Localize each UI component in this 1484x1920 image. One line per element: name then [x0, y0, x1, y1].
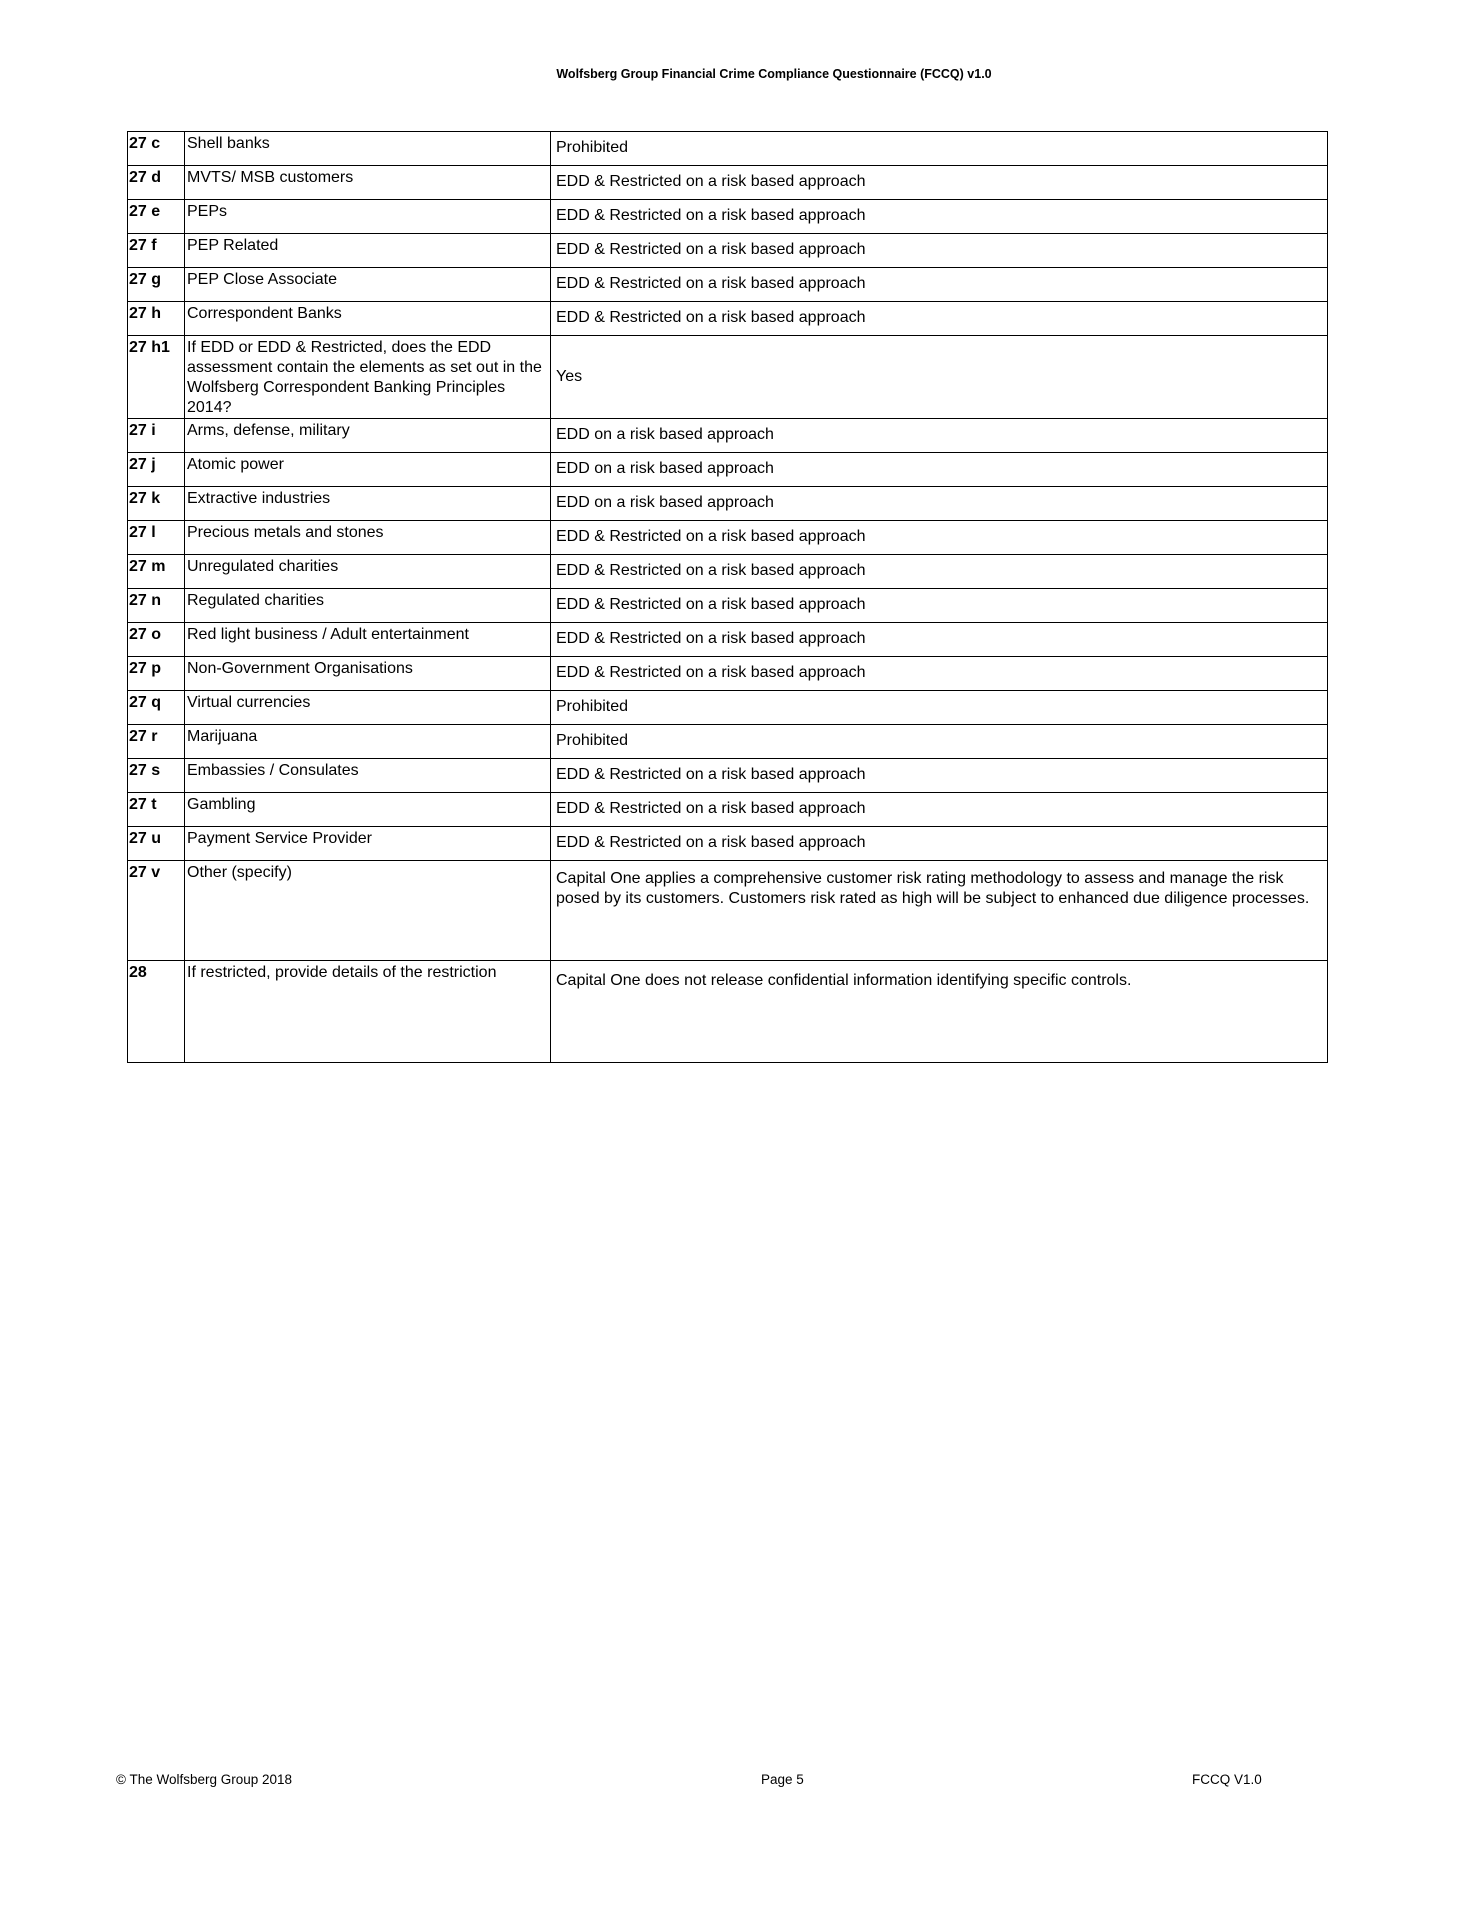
- question-number: 27 f: [128, 234, 185, 268]
- question-number: 27 l: [128, 521, 185, 555]
- table-row: [128, 793, 1328, 827]
- question-text: PEP Close Associate: [185, 268, 551, 302]
- question-text: Embassies / Consulates: [185, 759, 551, 793]
- question-text: Gambling: [185, 793, 551, 827]
- question-text: If EDD or EDD & Restricted, does the EDD assessment contain the elements as set out in the Wolfsberg Correspondent Banking Principles 2014?: [185, 336, 551, 419]
- answer-text: EDD & Restricted on a risk based approach: [551, 759, 1328, 793]
- question-text: MVTS/ MSB customers: [185, 166, 551, 200]
- table-row: [128, 725, 1328, 759]
- table-row: [128, 166, 1328, 200]
- question-text: Marijuana: [185, 725, 551, 759]
- answer-text: EDD & Restricted on a risk based approach: [551, 521, 1328, 555]
- question-number: 27 j: [128, 453, 185, 487]
- table-row: [128, 861, 1328, 961]
- table-row: [128, 623, 1328, 657]
- question-number: 28: [128, 961, 185, 1063]
- question-text: Unregulated charities: [185, 555, 551, 589]
- question-number: 27 g: [128, 268, 185, 302]
- questionnaire-table: [127, 131, 1328, 1063]
- question-number: 27 t: [128, 793, 185, 827]
- answer-text: EDD & Restricted on a risk based approach: [551, 827, 1328, 861]
- table-row: [128, 302, 1328, 336]
- table-row: [128, 487, 1328, 521]
- answer-text: EDD & Restricted on a risk based approach: [551, 268, 1328, 302]
- question-number: 27 v: [128, 861, 185, 961]
- answer-text: Capital One applies a comprehensive customer risk rating methodology to assess and manage the risk posed by its customers. Customers risk rated as high will be subject to enhanced due diligence processes.: [551, 861, 1328, 961]
- question-number: 27 h: [128, 302, 185, 336]
- question-text: Correspondent Banks: [185, 302, 551, 336]
- question-text: Regulated charities: [185, 589, 551, 623]
- question-text: Red light business / Adult entertainment: [185, 623, 551, 657]
- answer-text: EDD on a risk based approach: [551, 487, 1328, 521]
- answer-text: EDD on a risk based approach: [551, 453, 1328, 487]
- table-row: [128, 419, 1328, 453]
- answer-text: Yes: [551, 336, 1328, 419]
- answer-text: EDD & Restricted on a risk based approach: [551, 234, 1328, 268]
- question-number: 27 d: [128, 166, 185, 200]
- question-text: Other (specify): [185, 861, 551, 961]
- table-row: [128, 453, 1328, 487]
- question-number: 27 n: [128, 589, 185, 623]
- table-row: [128, 961, 1328, 1063]
- answer-text: Prohibited: [551, 691, 1328, 725]
- question-number: 27 p: [128, 657, 185, 691]
- table-row: [128, 521, 1328, 555]
- answer-text: EDD & Restricted on a risk based approach: [551, 793, 1328, 827]
- table-row: [128, 691, 1328, 725]
- question-text: PEP Related: [185, 234, 551, 268]
- footer-version: FCCQ V1.0: [1192, 1772, 1262, 1787]
- question-number: 27 c: [128, 132, 185, 166]
- question-text: Arms, defense, military: [185, 419, 551, 453]
- question-text: Payment Service Provider: [185, 827, 551, 861]
- question-text: Precious metals and stones: [185, 521, 551, 555]
- question-number: 27 m: [128, 555, 185, 589]
- question-text: Extractive industries: [185, 487, 551, 521]
- question-number: 27 s: [128, 759, 185, 793]
- table-row: [128, 657, 1328, 691]
- question-number: 27 u: [128, 827, 185, 861]
- question-text: If restricted, provide details of the restriction: [185, 961, 551, 1063]
- table-row: [128, 759, 1328, 793]
- question-number: 27 o: [128, 623, 185, 657]
- question-text: Non-Government Organisations: [185, 657, 551, 691]
- question-number: 27 e: [128, 200, 185, 234]
- answer-text: EDD & Restricted on a risk based approach: [551, 555, 1328, 589]
- question-number: 27 q: [128, 691, 185, 725]
- footer-page-number: Page 5: [761, 1772, 804, 1787]
- answer-text: Capital One does not release confidential information identifying specific controls.: [551, 961, 1328, 1063]
- answer-text: EDD & Restricted on a risk based approach: [551, 623, 1328, 657]
- answer-text: EDD & Restricted on a risk based approach: [551, 302, 1328, 336]
- page-title: Wolfsberg Group Financial Crime Compliance Questionnaire (FCCQ) v1.0: [556, 67, 992, 81]
- question-text: Atomic power: [185, 453, 551, 487]
- answer-text: Prohibited: [551, 132, 1328, 166]
- table-row: [128, 827, 1328, 861]
- question-number: 27 h1: [128, 336, 185, 419]
- table-row: [128, 555, 1328, 589]
- answer-text: EDD on a risk based approach: [551, 419, 1328, 453]
- answer-text: EDD & Restricted on a risk based approach: [551, 589, 1328, 623]
- question-number: 27 i: [128, 419, 185, 453]
- question-text: PEPs: [185, 200, 551, 234]
- table-row: [128, 132, 1328, 166]
- footer-copyright: © The Wolfsberg Group 2018: [116, 1772, 293, 1787]
- table-row: [128, 200, 1328, 234]
- table-row: [128, 268, 1328, 302]
- question-text: Shell banks: [185, 132, 551, 166]
- question-number: 27 k: [128, 487, 185, 521]
- table-row: [128, 589, 1328, 623]
- question-number: 27 r: [128, 725, 185, 759]
- question-text: Virtual currencies: [185, 691, 551, 725]
- answer-text: Prohibited: [551, 725, 1328, 759]
- table-row: [128, 336, 1328, 419]
- answer-text: EDD & Restricted on a risk based approach: [551, 166, 1328, 200]
- answer-text: EDD & Restricted on a risk based approach: [551, 657, 1328, 691]
- answer-text: EDD & Restricted on a risk based approach: [551, 200, 1328, 234]
- table-row: [128, 234, 1328, 268]
